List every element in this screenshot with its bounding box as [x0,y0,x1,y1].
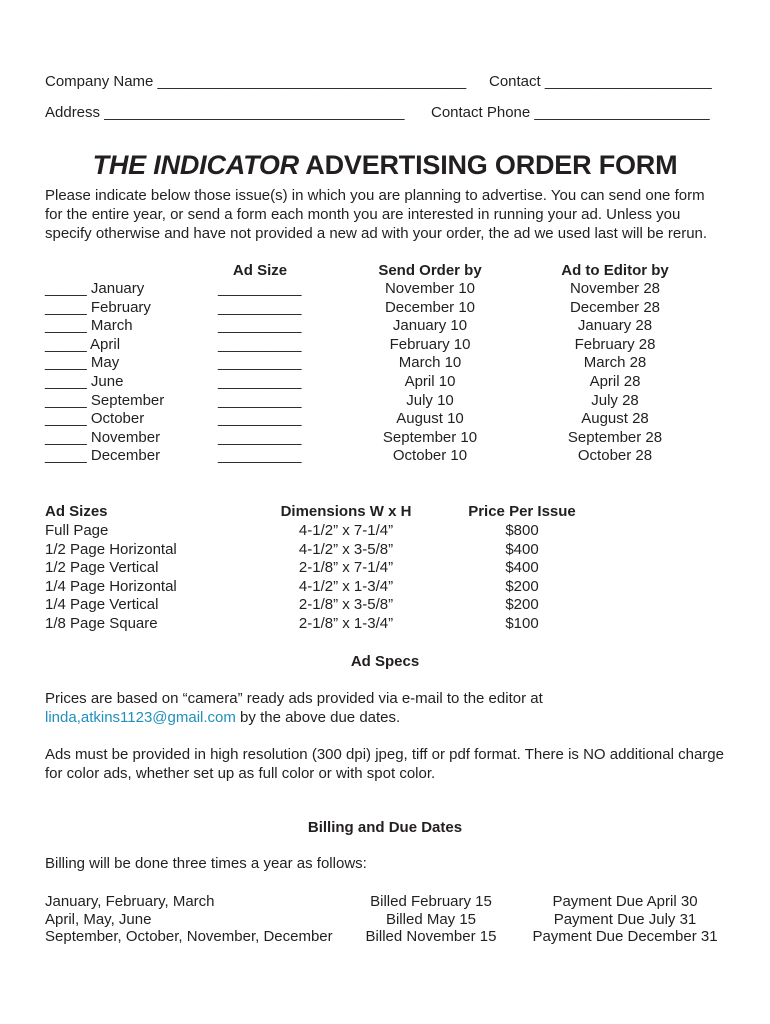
billed-date: Billed November 15 [365,928,497,945]
ad-size-blank[interactable]: __________ [218,317,302,335]
billing-period: September, October, November, December [45,928,333,945]
address-field[interactable]: Address ____________________________________ [45,104,405,121]
month-item[interactable]: _____ October [45,410,145,428]
company-name-field[interactable]: Company Name _____________________________________ [45,73,467,90]
editor-dates [540,280,690,466]
ad-prices [452,522,592,634]
send-order-date: August 10 [396,410,464,428]
ad-dimensions [266,522,426,634]
ad-dimension: 4-1/2” x 7-1/4” [298,522,394,539]
billed-date: Billed February 15 [370,893,492,910]
ad-price: $100 [505,614,539,632]
send-order-date: April 10 [404,372,456,390]
billed-date: Billed May 15 [385,910,477,928]
send-order-date: March 10 [398,354,462,372]
month-item[interactable]: _____ April [45,335,121,353]
ad-size-blank[interactable]: __________ [218,372,302,390]
ad-sizes-header: Ad Sizes [45,503,108,520]
editor-date: January 28 [577,317,653,335]
ad-specs-line-2: by the above due dates. [235,709,401,726]
ad-price: $400 [505,540,539,558]
editor-date: March 28 [583,354,647,372]
ad-size-blank[interactable]: __________ [218,410,302,428]
send-order-dates [360,280,500,466]
contact-field[interactable]: Contact ____________________ [489,73,712,90]
ad-size-header: Ad Size [232,262,288,279]
send-order-date: January 10 [392,317,468,335]
ad-dimension: 2-1/8” x 1-3/4” [298,614,394,632]
ad-size-blank[interactable]: __________ [218,354,302,372]
month-item[interactable]: _____ February [45,298,151,316]
ad-dimension: 4-1/2” x 3-5/8” [298,540,394,558]
month-item[interactable]: _____ September [45,391,165,409]
month-list [45,280,164,466]
editor-date: July 28 [591,391,639,409]
ad-price: $200 [505,596,539,614]
send-order-header: Send Order by [378,262,482,279]
billing-heading: Billing and Due Dates [307,819,463,836]
ad-size-name: 1/2 Page Horizontal [45,540,177,558]
send-order-date: July 10 [406,391,454,409]
ad-price: $800 [505,522,539,539]
month-item[interactable]: _____ November [45,428,161,446]
editor-date: October 28 [577,447,653,465]
billing-intro: Billing will be done three times a year as follows: [45,855,367,872]
intro-paragraph: Please indicate below those issue(s) in which you are planning to advertise. You can send one form for the entire year, or send a form each month you are interested in running your ad. Unless you specify otherwise and have not provided a new ad with your order, the ad we used last will be rerun. [45,187,708,242]
month-item[interactable]: _____ June [45,372,124,390]
payment-due-date: Payment Due April 30 [552,893,698,910]
billing-periods [45,893,333,946]
payment-due-date: Payment Due July 31 [553,910,697,928]
page-title [0,150,770,181]
send-order-date: October 10 [392,447,468,465]
send-order-date: September 10 [382,428,478,446]
editor-date: February 28 [574,335,656,353]
title-publication: THE INDICATOR [92,150,299,180]
dimensions-header: Dimensions W x H [280,503,412,520]
month-item[interactable]: _____ December [45,447,161,465]
editor-date: September 28 [567,428,663,446]
ad-size-blanks [218,280,301,466]
ad-specs-paragraph-2: Ads must be provided in high resolution (300 dpi) jpeg, tiff or pdf format. There is NO additional charge for color ads, whether set up as full color or with spot color. [45,746,724,782]
ad-price: $200 [505,577,539,595]
contact-phone-field[interactable]: Contact Phone _____________________ [431,104,710,121]
ad-size-name: Full Page [45,522,109,539]
month-item[interactable]: _____ March [45,317,133,335]
price-header: Price Per Issue [468,503,576,520]
send-order-date: December 10 [384,298,476,316]
ad-size-name: 1/8 Page Square [45,614,158,632]
editor-date: August 28 [581,410,649,428]
month-item[interactable]: _____ May [45,354,120,372]
send-order-date: November 10 [384,280,476,297]
ad-specs-heading: Ad Specs [350,653,420,670]
month-item[interactable]: _____ January [45,280,145,297]
ad-size-name: 1/2 Page Vertical [45,559,159,577]
ad-dimension: 4-1/2” x 1-3/4” [298,577,394,595]
send-order-date: February 10 [389,335,471,353]
ad-dimension: 2-1/8” x 7-1/4” [298,559,394,577]
title-rest: ADVERTISING ORDER FORM [298,150,678,180]
editor-date: April 28 [589,372,641,390]
ad-size-name: 1/4 Page Vertical [45,596,159,614]
ad-dimension: 2-1/8” x 3-5/8” [298,596,394,614]
ad-size-blank[interactable]: __________ [218,391,302,409]
ad-size-blank[interactable]: __________ [218,280,302,297]
ad-size-blank[interactable]: __________ [218,335,302,353]
ad-specs-line-1: Prices are based on “camera” ready ads provided via e-mail to the editor at [45,690,543,707]
ad-size-blank[interactable]: __________ [218,428,302,446]
billing-period: April, May, June [45,910,152,928]
editor-date: November 28 [569,280,661,297]
billed-dates [356,893,506,946]
editor-date: December 28 [569,298,661,316]
ad-price: $400 [505,559,539,577]
editor-email-link[interactable]: linda,atkins1123@gmail.com [45,709,236,726]
ad-size-blank[interactable]: __________ [218,447,302,465]
billing-period: January, February, March [45,893,215,910]
ad-to-editor-header: Ad to Editor by [561,262,669,279]
payment-due-date: Payment Due December 31 [532,928,718,945]
ad-specs-paragraph-1 [45,689,735,727]
ad-size-names [45,522,177,634]
ad-size-blank[interactable]: __________ [218,298,302,316]
payment-due-dates [520,893,730,946]
ad-size-name: 1/4 Page Horizontal [45,577,177,595]
